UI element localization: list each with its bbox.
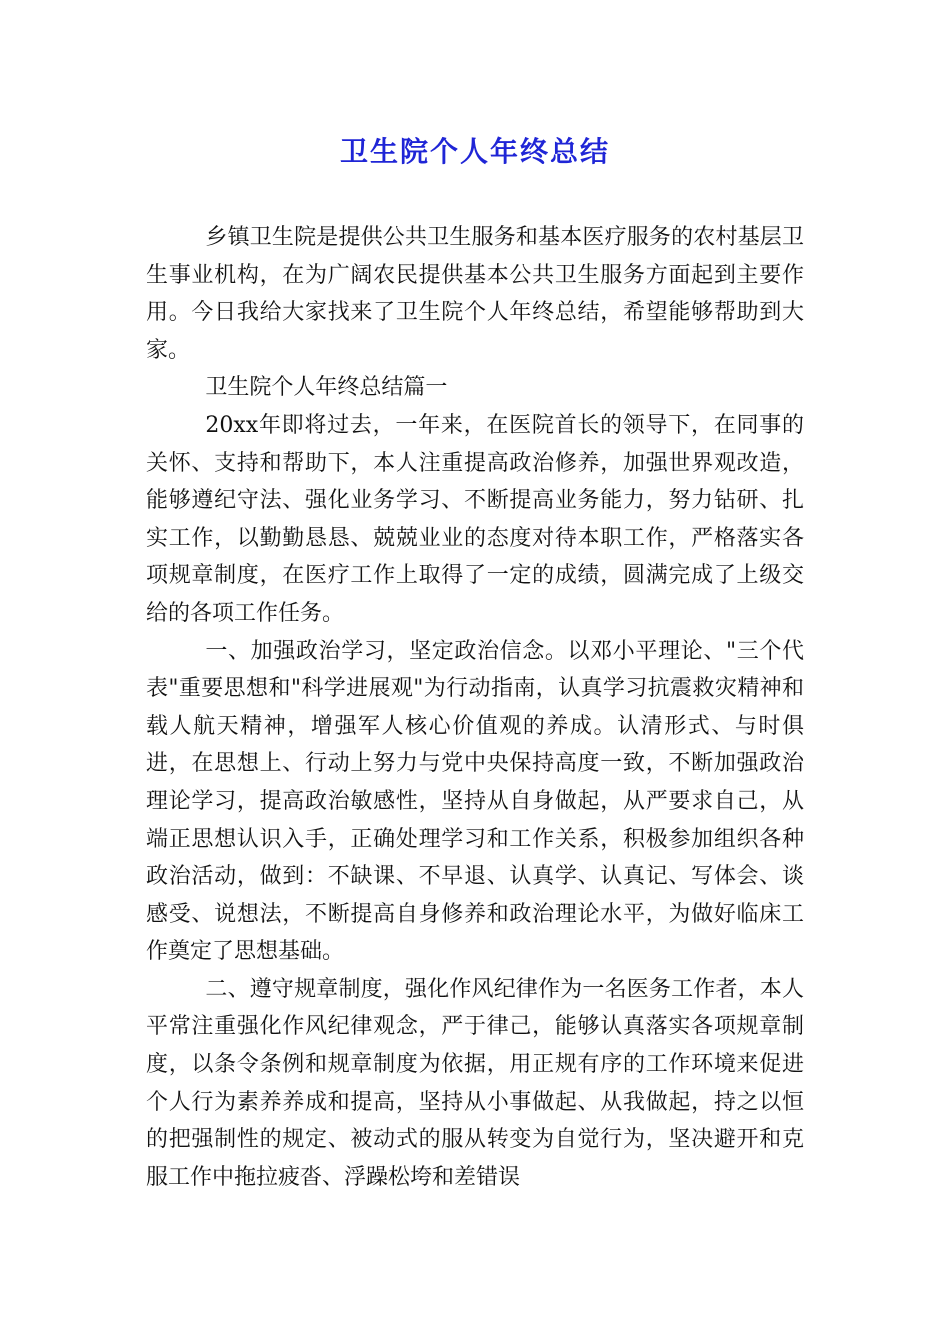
paragraph-point-one: 一、加强政治学习，坚定政治信念。以邓小平理论、"三个代表"重要思想和"科学进展观"为行动指南，认真学习抗震救灾精神和载人航天精神，增强军人核心价值观的养成。认清形式、与时俱进，在思想上、行动上努力与党中央保持高度一致，不断加强政治理论学习，提高政治敏感性，坚持从自身做起，从严要求自己，从端正思想认识入手，正确处理学习和工作关系，积极参加组织各种政治活动，做到：不缺课、不早退、认真学、认真记、写体会、谈感受、说想法，不断提高自身修养和政治理论水平，为做好临床工作奠定了思想基础。 — [146, 638, 804, 965]
section-heading: 卫生院个人年终总结篇一 — [205, 375, 448, 401]
document-title: 卫生院个人年终总结 — [339, 135, 610, 168]
paragraph-summary: 20xx年即将过去，一年来，在医院首长的领导下，在同事的关怀、支持和帮助下，本人注重提高政治修养，加强世界观改造，能够遵纪守法、强化业务学习、不断提高业务能力，努力钻研、扎实工作，以勤勤恳恳、兢兢业业的态度对待本职工作，严格落实各项规章制度，在医疗工作上取得了一定的成绩，圆满完成了上级交给的各项工作任务。 — [146, 412, 804, 626]
paragraph-intro: 乡镇卫生院是提供公共卫生服务和基本医疗服务的农村基层卫生事业机构，在为广阔农民提供基本公共卫生服务方面起到主要作用。今日我给大家找来了卫生院个人年终总结，希望能够帮助到大家。 — [146, 225, 804, 363]
document-body — [146, 219, 804, 1196]
paragraph-point-two: 二、遵守规章制度，强化作风纪律作为一名医务工作者，本人平常注重强化作风纪律观念，严于律己，能够认真落实各项规章制度，以条令条例和规章制度为依据，用正规有序的工作环境来促进个人行为素养养成和提高，坚持从小事做起、从我做起，持之以恒的把强制性的规定、被动式的服从转变为自觉行为，坚决避开和克服工作中拖拉疲沓、浮躁松垮和差错误 — [146, 976, 804, 1190]
